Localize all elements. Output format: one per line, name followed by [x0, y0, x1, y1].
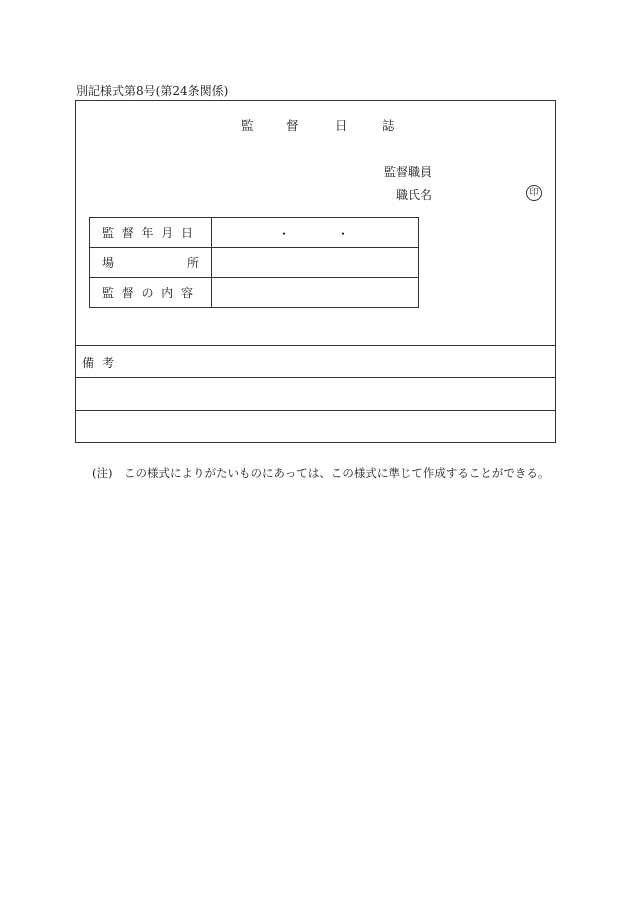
remarks-top-rule — [75, 345, 556, 346]
label-char: 月 — [161, 226, 174, 240]
seal-icon: 印 — [526, 185, 542, 201]
label-char: 監 — [102, 226, 115, 240]
location-value-cell[interactable] — [212, 248, 419, 278]
date-separator: ・ — [278, 227, 291, 241]
table-row — [90, 248, 419, 278]
label-char: 督 — [121, 286, 134, 300]
date-label-cell — [90, 218, 212, 248]
form-reference: 別記様式第8号(第24条関係) — [76, 84, 229, 98]
date-value-cell[interactable] — [212, 218, 419, 248]
remarks-label: 備考 — [82, 356, 123, 370]
table-row — [90, 278, 419, 308]
inspector-label: 監督職員 — [384, 165, 433, 179]
label-char: 日 — [180, 226, 193, 240]
date-separator: ・ — [337, 227, 350, 241]
inspector-name-label: 職氏名 — [396, 188, 433, 202]
label-char: の — [141, 286, 154, 300]
location-label-cell — [90, 248, 212, 278]
remarks-rule — [75, 410, 556, 411]
label-char: 督 — [121, 226, 134, 240]
label-char: 監 — [102, 286, 115, 300]
table-row — [90, 218, 419, 248]
footnote: (注) この様式によりがたいものにあっては、この様式に準じて作成することができる。 — [92, 466, 550, 480]
remarks-rule — [75, 377, 556, 378]
label-char: 容 — [180, 286, 193, 300]
title-char: 誌 — [382, 118, 395, 133]
label-char: 所 — [186, 256, 199, 270]
title-char: 督 — [286, 118, 299, 133]
inspection-table — [89, 217, 419, 308]
content-label-cell — [90, 278, 212, 308]
title-char: 日 — [335, 118, 348, 133]
label-char: 内 — [161, 286, 174, 300]
label-char: 場 — [102, 256, 115, 270]
title-char: 監 — [241, 118, 254, 133]
content-value-cell[interactable] — [212, 278, 419, 308]
label-char: 年 — [141, 226, 154, 240]
